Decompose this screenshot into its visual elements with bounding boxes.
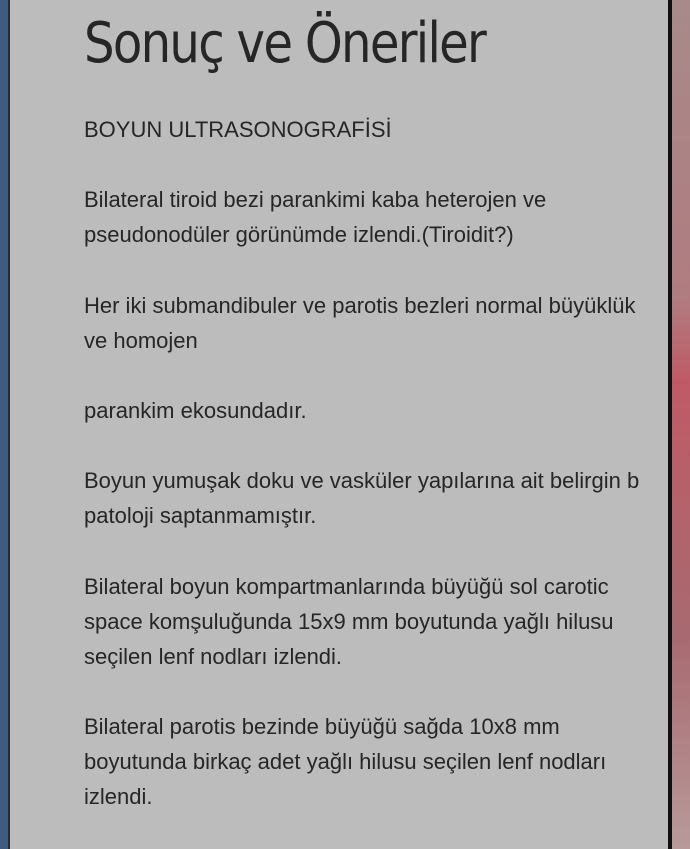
text-line: Her iki submandibuler ve parotis bezleri normal büyüklük — [84, 293, 636, 318]
paragraph-section-heading — [84, 112, 392, 147]
paragraph-glands — [84, 288, 635, 358]
text-line: patoloji saptanmamıştır. — [84, 503, 317, 528]
background-right-edge — [672, 0, 690, 849]
text-line: Bilateral boyun kompartmanlarında büyüğü sol carotic — [84, 574, 609, 599]
text-line: ve homojen — [84, 328, 198, 353]
text-line: Bilateral parotis bezinde büyüğü sağda 10x8 mm — [84, 714, 560, 739]
text-line: izlendi. — [84, 784, 153, 809]
paragraph-neck-lymph-nodes — [84, 569, 614, 674]
text-line: space komşuluğunda 15x9 mm boyutunda yağlı hilusu — [84, 609, 614, 634]
document-page[interactable] — [10, 0, 668, 849]
background-left-edge — [0, 0, 8, 849]
text-line: pseudonodüler görünümde izlendi.(Tiroidit?) — [84, 222, 514, 247]
text-line: parankim ekosundadır. — [84, 398, 307, 423]
paragraph-thyroid — [84, 182, 546, 252]
text-line: Bilateral tiroid bezi parankimi kaba heterojen ve — [84, 187, 547, 212]
text-line: BOYUN ULTRASONOGRAFİSİ — [84, 117, 392, 142]
paragraph-parotid-lymph-nodes — [84, 709, 606, 814]
paragraph-soft-tissue — [84, 463, 639, 533]
page-title: Sonuç ve Öneriler — [84, 11, 486, 76]
text-line: Boyun yumuşak doku ve vasküler yapılarına ait belirgin b — [84, 468, 640, 493]
paragraph-parenchyma — [84, 393, 307, 428]
text-line: boyutunda birkaç adet yağlı hilusu seçilen lenf nodları — [84, 749, 607, 774]
text-line: seçilen lenf nodları izlendi. — [84, 644, 343, 669]
